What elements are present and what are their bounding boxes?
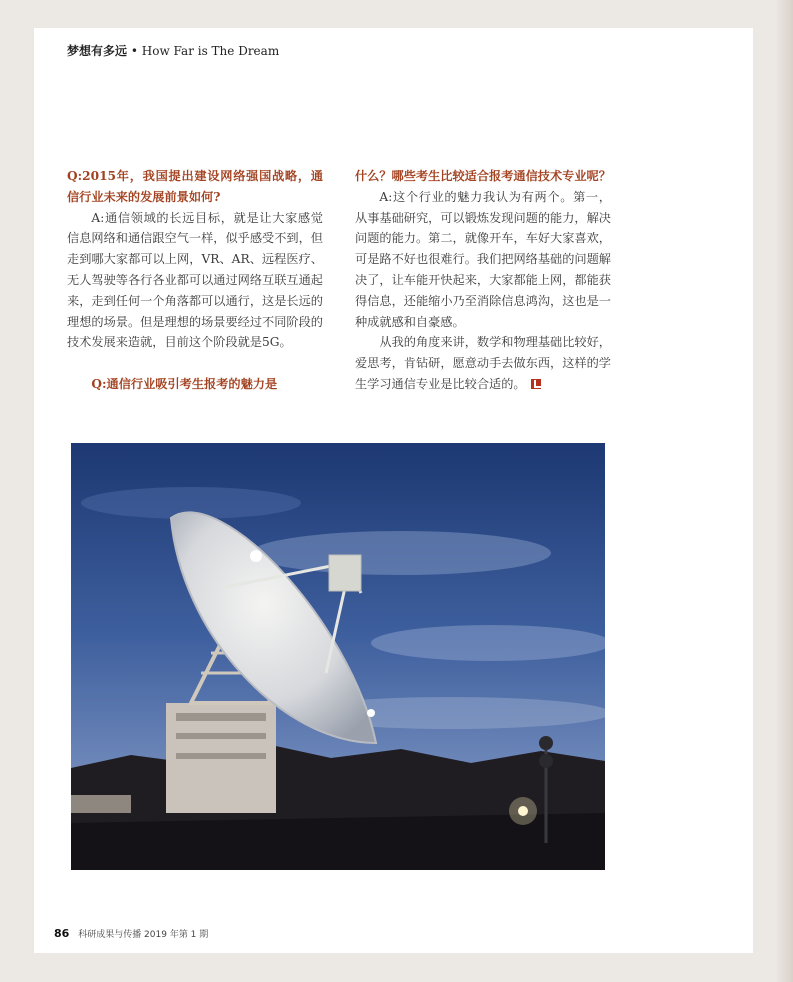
page-footer xyxy=(54,927,208,940)
running-header xyxy=(67,42,279,59)
question-2-end: 什么？哪些考生比较适合报考通信技术专业呢？ xyxy=(355,169,611,183)
left-text-column xyxy=(67,166,323,395)
header-separator: • xyxy=(130,44,138,58)
page-edge-shadow xyxy=(775,0,793,982)
page-number: 86 xyxy=(54,927,70,940)
magazine-page xyxy=(34,28,753,953)
question-1: Q:2015年，我国提出建设网络强国战略，通信行业未来的发展前景如何? xyxy=(67,169,323,204)
answer-2-paragraph-1: A:这个行业的魅力我认为有两个。第一，从事基础研究，可以锻炼发现问题的能力，解决问题的能力。第二，就像开车，车好大家喜欢，可是路不好也很难行。我们把网络基础的问题解决了，让车能开快起来，大家都能上网，都能获得信息，还能缩小乃至消除信息鸿沟，这也是一种成就感和自豪感。 xyxy=(355,189,611,329)
section-title-zh: 梦想有多远 xyxy=(67,44,128,58)
radio-telescope-photo xyxy=(71,443,605,870)
answer-1: A:通信领域的长远目标，就是让大家感觉信息网络和通信跟空气一样，似乎感受不到，但走到哪大家都可以上网，VR、AR、远程医疗、无人驾驶等各行各业都可以通过网络互联互通起来，走到任何一个角落都可以通行，这是长远的理想的场景。但是理想的场景要经过不同阶段的技术发展来造就，目前这个阶段就是5G。 xyxy=(67,210,323,350)
answer-2-paragraph-2-text: 从我的角度来讲，数学和物理基础比较好，爱思考，肯钻研，愿意动手去做东西，这样的学生学习通信专业是比较合适的。 xyxy=(355,335,611,391)
question-2-start: Q:通信行业吸引考生报考的魅力是 xyxy=(91,376,278,391)
magazine-issue: 科研成果与传播 2019 年第 1 期 xyxy=(78,930,209,940)
section-title-en: How Far is The Dream xyxy=(141,44,280,58)
end-of-article-icon xyxy=(531,379,541,389)
right-text-column xyxy=(355,166,611,395)
answer-2-paragraph-2 xyxy=(355,332,611,394)
